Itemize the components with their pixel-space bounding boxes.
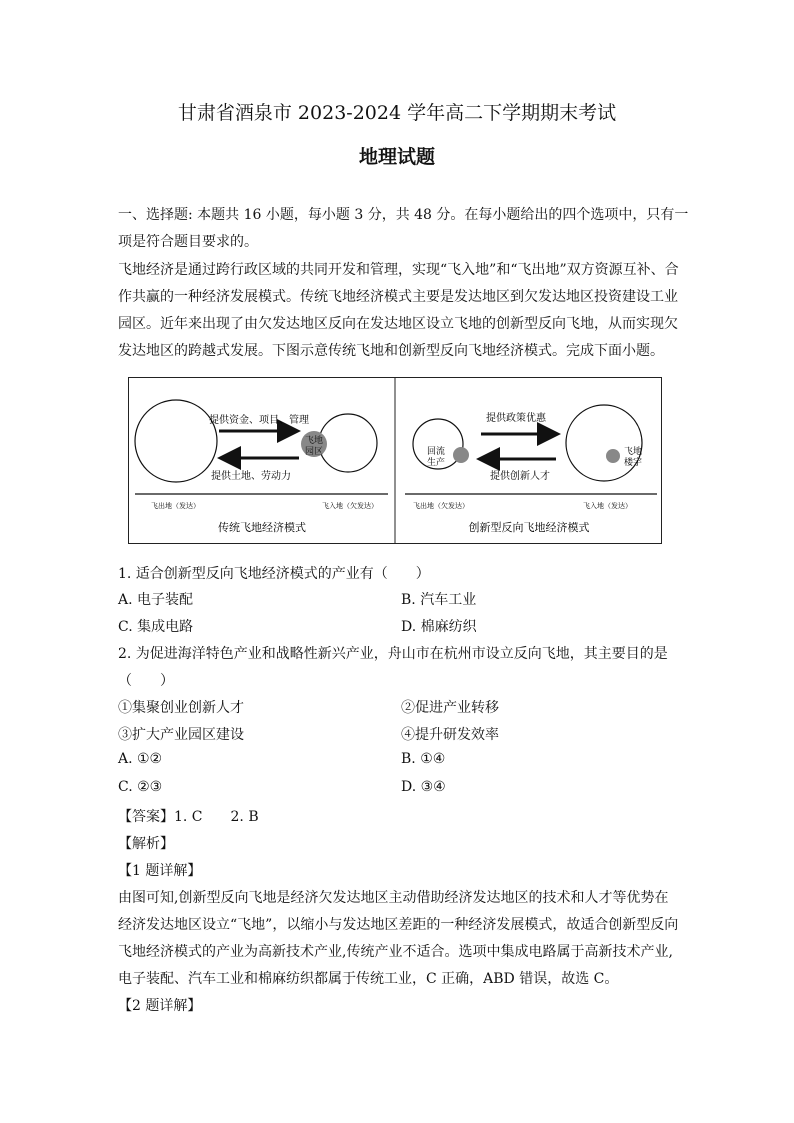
caption: 创新型反向飞地经济模式 bbox=[468, 521, 590, 534]
dot-label: 飞地 bbox=[304, 436, 324, 446]
base-right-label: 飞入地（发达） bbox=[583, 502, 632, 510]
detail-2-label: 【2 题详解】 bbox=[118, 998, 202, 1014]
bottom-arrow-label: 提供土地、劳动力 bbox=[211, 471, 291, 482]
top-arrow-label: 提供资金、项目、管理 bbox=[209, 415, 309, 426]
detail-1-line: 经济发达地区设立“飞地”，以缩小与发达地区差距的一种经济发展模式，故适合创新型反向 bbox=[118, 917, 679, 933]
detail-1-line: 电子装配、汽车工业和棉麻纺织都属于传统工业，C 正确，ABD 错误，故选 C。 bbox=[118, 971, 619, 987]
return-production-dot bbox=[453, 447, 469, 463]
detail-1-label: 【1 题详解】 bbox=[118, 863, 202, 879]
destination-region-circle bbox=[566, 405, 642, 481]
intro-line: 一、选择题: 本题共 16 小题，每小题 3 分，共 48 分。在每小题给出的四个选项中，只有一 bbox=[118, 207, 689, 223]
q2-item-1: ①集聚创业创新人才 bbox=[118, 700, 244, 716]
origin-region-circle bbox=[135, 400, 217, 482]
dot-label: 园区 bbox=[304, 447, 324, 457]
q2-option-b: B. ①④ bbox=[401, 751, 446, 767]
question-2-stem: 2. 为促进海洋特色产业和战略性新兴产业，舟山市在杭州市设立反向飞地，其主要目的是 bbox=[118, 646, 668, 662]
destination-region-circle bbox=[319, 414, 377, 472]
left-label: 回流 bbox=[426, 447, 446, 457]
q2-item-2: ②促进产业转移 bbox=[401, 700, 499, 716]
q2-item-4: ④提升研发效率 bbox=[401, 727, 499, 743]
answer-line: 【答案】1. C 2. B bbox=[118, 809, 259, 825]
intro-line: 飞地经济是通过跨行政区域的共同开发和管理，实现“飞入地”和“飞出地”双方资源互补、合 bbox=[118, 262, 679, 278]
intro-line: 作共赢的一种经济发展模式。传统飞地经济模式主要是发达地区到欠发达地区投资建设工业 bbox=[118, 289, 678, 305]
right-label: 楼宇 bbox=[623, 458, 643, 468]
q1-option-b: B. 汽车工业 bbox=[401, 592, 477, 608]
detail-1-line: 飞地经济模式的产业为高新技术产业,传统产业不适合。选项中集成电路属于高新技术产业, bbox=[118, 944, 673, 960]
enclave-building-dot bbox=[606, 449, 620, 463]
question-1-stem: 1. 适合创新型反向飞地经济模式的产业有（ ） bbox=[118, 566, 430, 582]
intro-line: 园区。近年来出现了由欠发达地区反向在发达地区设立飞地的创新型反向飞地，从而实现欠 bbox=[118, 316, 678, 332]
base-left-label: 飞出地（欠发达） bbox=[413, 502, 469, 510]
page-title: 甘肃省酒泉市 2023-2024 学年高二下学期期末考试 bbox=[177, 102, 617, 124]
q2-option-a: A. ①② bbox=[118, 751, 163, 767]
caption: 传统飞地经济模式 bbox=[218, 521, 306, 534]
q2-option-c: C. ②③ bbox=[118, 779, 163, 795]
q1-option-a: A. 电子装配 bbox=[118, 592, 194, 608]
base-left-label: 飞出地（发达） bbox=[151, 502, 200, 510]
q1-option-d: D. 棉麻纺织 bbox=[401, 619, 477, 635]
right-label: 飞地 bbox=[623, 447, 643, 457]
question-2-stem-cont: （ ） bbox=[118, 673, 174, 689]
analysis-label: 【解析】 bbox=[118, 836, 174, 852]
q1-option-c: C. 集成电路 bbox=[118, 619, 194, 635]
enclave-diagram bbox=[128, 377, 662, 544]
q2-item-3: ③扩大产业园区建设 bbox=[118, 727, 244, 743]
intro-line: 发达地区的跨越式发展。下图示意传统飞地和创新型反向飞地经济模式。完成下面小题。 bbox=[118, 343, 664, 359]
left-label: 生产 bbox=[426, 458, 446, 468]
top-arrow-label: 提供政策优惠 bbox=[486, 413, 546, 424]
q2-option-d: D. ③④ bbox=[401, 779, 446, 795]
bottom-arrow-label: 提供创新人才 bbox=[490, 471, 550, 482]
base-right-label: 飞入地（欠发达） bbox=[322, 502, 378, 510]
detail-1-line: 由图可知,创新型反向飞地是经济欠发达地区主动借助经济发达地区的技术和人才等优势在 bbox=[118, 890, 669, 906]
page-subtitle: 地理试题 bbox=[358, 146, 435, 168]
traditional-enclave-panel bbox=[135, 400, 388, 534]
intro-line: 项是符合题目要求的。 bbox=[118, 234, 258, 250]
reverse-enclave-panel bbox=[405, 405, 657, 534]
